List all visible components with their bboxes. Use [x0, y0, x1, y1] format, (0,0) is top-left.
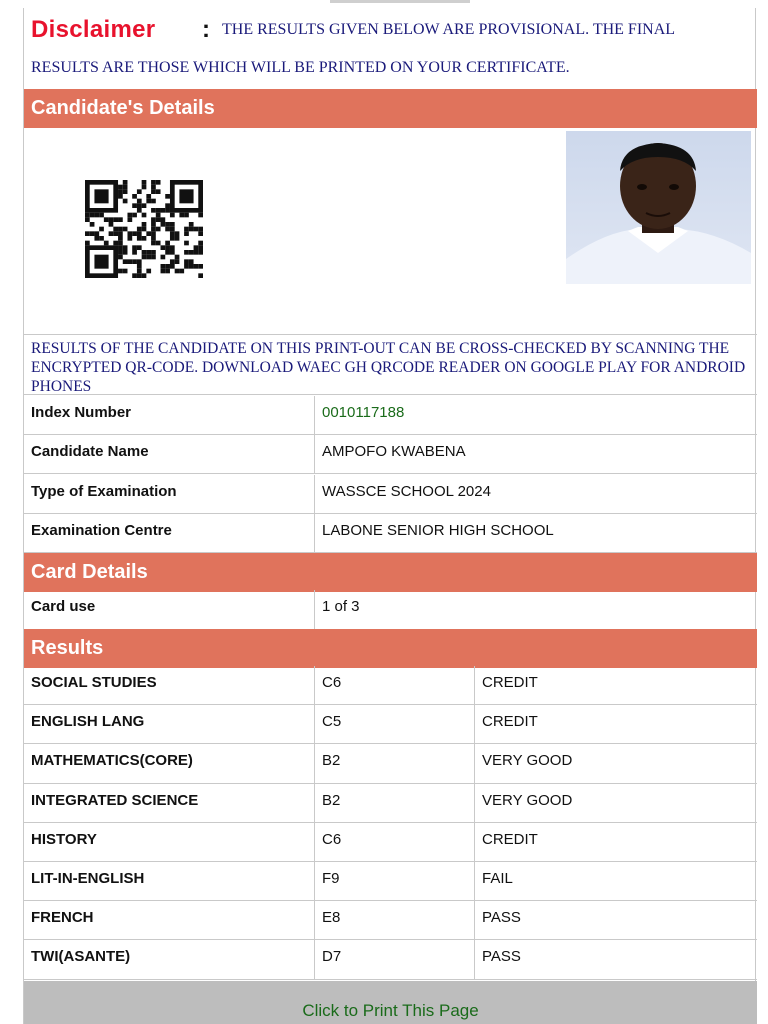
section-header-card: Card Details	[24, 553, 757, 592]
detail-label-cell	[24, 475, 315, 513]
detail-label-cell	[24, 514, 315, 552]
detail-label-cell	[24, 396, 315, 434]
detail-value-cell	[315, 396, 757, 434]
top-edge	[0, 0, 768, 6]
grade-text: C6	[322, 674, 342, 691]
result-card	[23, 8, 756, 1024]
result-row	[24, 705, 757, 744]
detail-row	[24, 514, 757, 553]
detail-value-cell	[315, 435, 757, 473]
remark-cell	[475, 666, 757, 704]
remark-cell	[475, 940, 757, 978]
result-row	[24, 862, 757, 901]
remark-text: CREDIT	[482, 713, 538, 731]
candidate-photo	[566, 131, 751, 284]
grade-text: B2	[322, 752, 341, 770]
subject-cell	[24, 784, 315, 822]
subject-text: TWI(ASANTE)	[31, 948, 131, 966]
remark-cell	[475, 862, 757, 900]
grade-cell	[315, 666, 475, 704]
grade-cell	[315, 744, 475, 782]
grade-text: E8	[322, 909, 341, 927]
remark-cell	[475, 705, 757, 743]
disclaimer-title: Disclaimer	[31, 16, 156, 43]
disclaimer-colon: :	[202, 16, 210, 43]
detail-row	[24, 396, 757, 435]
result-row	[24, 784, 757, 823]
grade-text: B2	[322, 791, 341, 809]
detail-label: Candidate Name	[31, 443, 149, 460]
grade-text: F9	[322, 870, 340, 887]
remark-text: VERY GOOD	[482, 791, 573, 809]
detail-value: 1 of 3	[322, 598, 360, 615]
subject-text: MATHEMATICS(CORE)	[31, 752, 193, 770]
grade-cell	[315, 940, 475, 978]
index-number-value: 0010117188	[322, 404, 405, 421]
disclaimer-text-line1: THE RESULTS GIVEN BELOW ARE PROVISIONAL. THE FINAL	[222, 21, 676, 38]
result-row	[24, 744, 757, 783]
subject-cell	[24, 862, 315, 900]
grade-cell	[315, 823, 475, 861]
subject-text: HISTORY	[31, 830, 97, 848]
remark-text: CREDIT	[482, 674, 538, 691]
section-header-results: Results	[24, 629, 757, 668]
subject-cell	[24, 823, 315, 861]
photo-area	[24, 129, 757, 335]
grade-cell	[315, 901, 475, 939]
subject-text: FRENCH	[31, 909, 94, 927]
subject-cell	[24, 705, 315, 743]
remark-text: PASS	[482, 909, 521, 927]
grade-text: C5	[322, 713, 342, 731]
grade-text: D7	[322, 948, 342, 966]
disclaimer	[24, 8, 757, 86]
remark-text: FAIL	[482, 870, 513, 887]
subject-text: ENGLISH LANG	[31, 713, 145, 731]
subject-cell	[24, 940, 315, 978]
remark-cell	[475, 784, 757, 822]
grade-cell	[315, 705, 475, 743]
remark-cell	[475, 901, 757, 939]
subject-text: INTEGRATED SCIENCE	[31, 791, 199, 809]
result-row	[24, 940, 757, 979]
disclaimer-text-line2: RESULTS ARE THOSE WHICH WILL BE PRINTED ON YOUR CERTIFICATE.	[31, 59, 570, 76]
remark-cell	[475, 744, 757, 782]
remark-text: VERY GOOD	[482, 752, 573, 770]
result-row	[24, 823, 757, 862]
subject-cell	[24, 666, 315, 704]
subject-cell	[24, 744, 315, 782]
print-page-link[interactable]: Click to Print This Page	[302, 1001, 479, 1020]
grade-cell	[315, 862, 475, 900]
section-header-candidate: Candidate's Details	[24, 89, 757, 128]
detail-row	[24, 435, 757, 474]
detail-label-cell	[24, 435, 315, 473]
result-row	[24, 666, 757, 705]
remark-text: PASS	[482, 948, 521, 966]
remark-text: CREDIT	[482, 830, 538, 848]
detail-value-cell	[315, 514, 757, 552]
subject-text: LIT-IN-ENGLISH	[31, 870, 145, 887]
remark-cell	[475, 823, 757, 861]
detail-label: Type of Examination	[31, 483, 177, 500]
detail-value: LABONE SENIOR HIGH SCHOOL	[322, 522, 554, 539]
detail-label: Examination Centre	[31, 522, 172, 539]
result-row	[24, 901, 757, 940]
detail-value-cell	[315, 590, 757, 629]
top-edge-bar	[330, 0, 470, 3]
grade-text: C6	[322, 830, 342, 848]
subject-cell	[24, 901, 315, 939]
detail-value-cell	[315, 475, 757, 513]
detail-label: Card use	[31, 598, 96, 615]
subject-text: SOCIAL STUDIES	[31, 674, 157, 691]
detail-row	[24, 590, 757, 630]
print-bar	[24, 981, 757, 1024]
detail-label-cell	[24, 590, 315, 629]
qr-code	[85, 180, 203, 278]
detail-value: AMPOFO KWABENA	[322, 443, 466, 460]
detail-value: WASSCE SCHOOL 2024	[322, 483, 491, 500]
verification-note: RESULTS OF THE CANDIDATE ON THIS PRINT-OUT CAN BE CROSS-CHECKED BY SCANNING THE ENCRYPTED QR-CODE. DOWNLOAD WAEC GH QRCODE READER ON GOOGLE PLAY FOR ANDROID PHONES	[24, 335, 757, 395]
detail-row	[24, 475, 757, 514]
grade-cell	[315, 784, 475, 822]
detail-label: Index Number	[31, 404, 132, 421]
